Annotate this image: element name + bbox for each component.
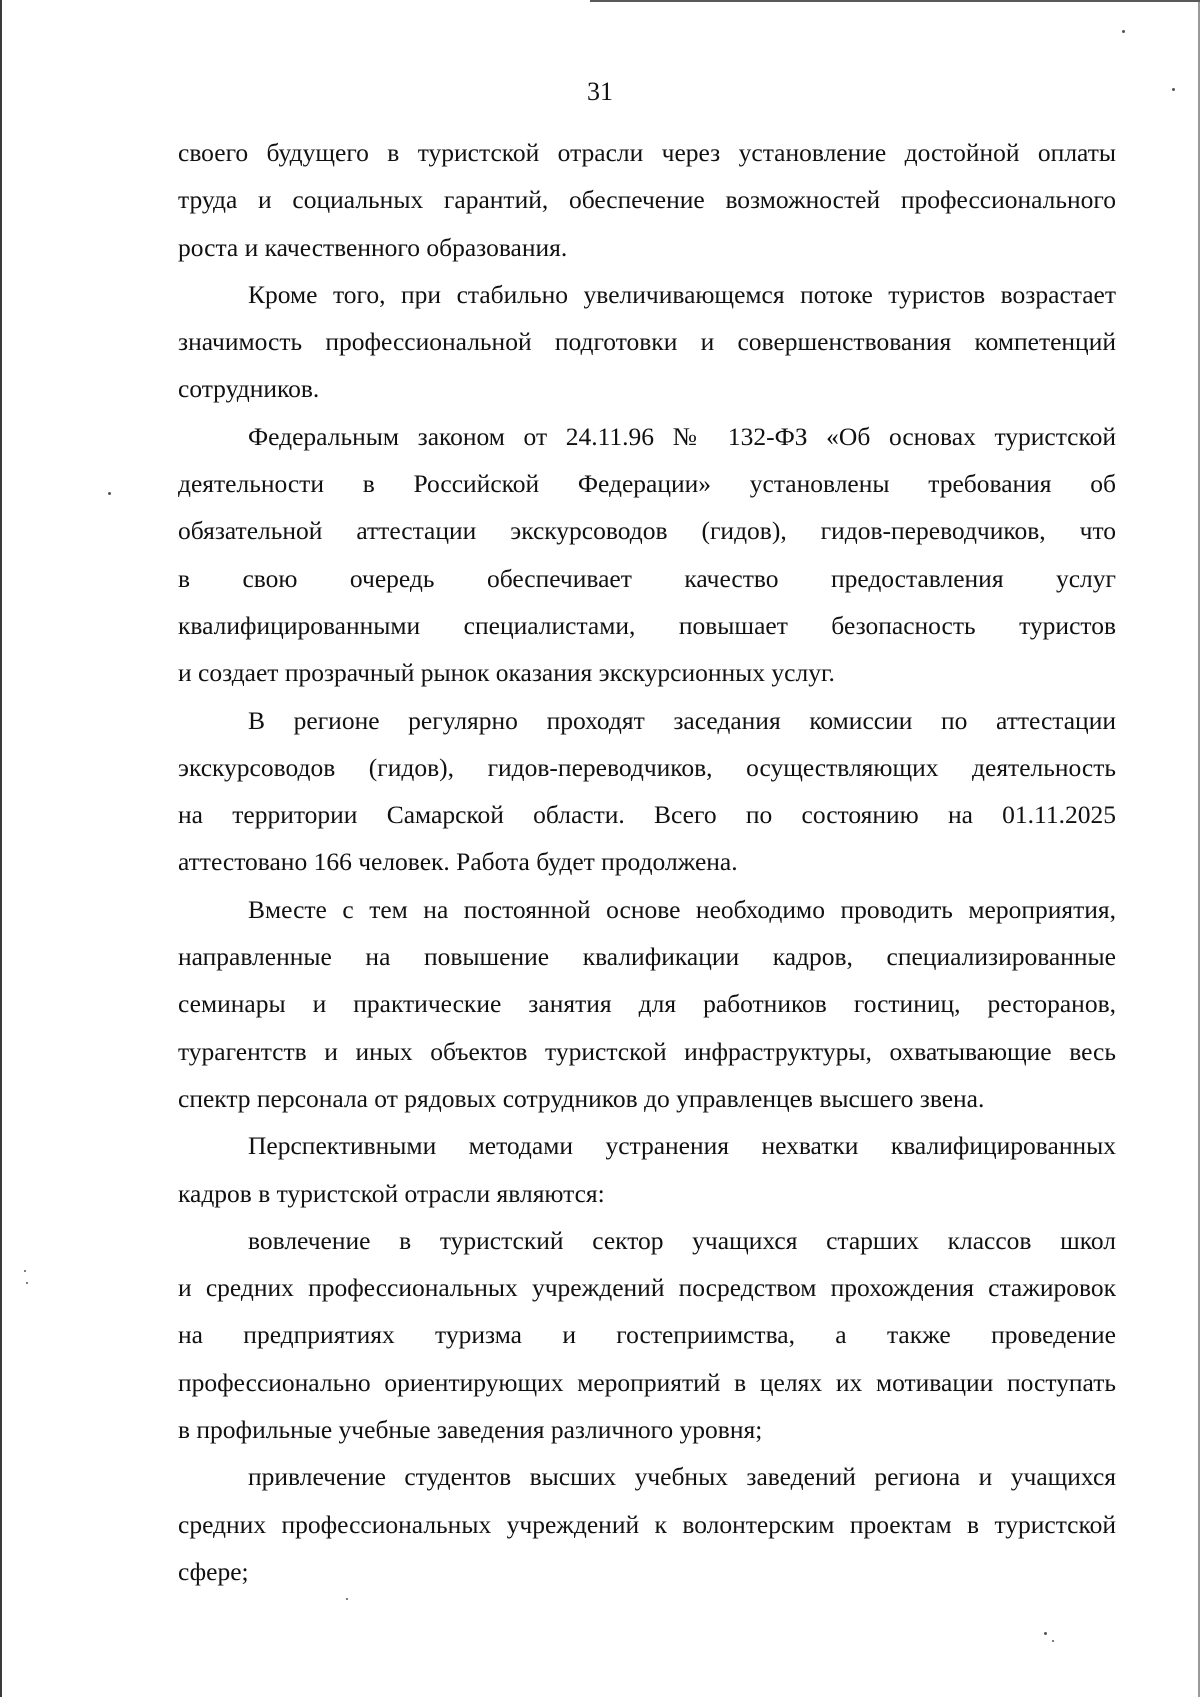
paragraph <box>178 1453 1116 1595</box>
text-line: в профильные учебные заведения различного уровня; <box>178 1415 763 1445</box>
text-line: и создает прозрачный рынок оказания экскурсионных услуг. <box>178 658 835 688</box>
text-line: деятельности в Российской Федерации» установлены требования об <box>178 469 1116 499</box>
scan-speck <box>108 492 111 495</box>
page-number: 31 <box>587 77 613 106</box>
text-line: значимость профессиональной подготовки и совершенствования компетенций <box>178 327 1116 357</box>
text-line: В регионе регулярно проходят заседания комиссии по аттестации <box>248 705 1116 735</box>
text-line: вовлечение в туристский сектор учащихся старших классов школ <box>248 1225 1116 1255</box>
text-line: спектр персонала от рядовых сотрудников до управленцев высшего звена. <box>178 1083 985 1113</box>
text-line: Кроме того, при стабильно увеличивающемся потоке туристов возрастает <box>248 279 1116 309</box>
scan-speck <box>346 1598 348 1600</box>
scan-speck <box>1122 30 1125 33</box>
text-line: роста и качественного образования. <box>178 232 568 262</box>
text-line: турагентств и иных объектов туристской инфраструктуры, охватывающие весь <box>178 1036 1116 1066</box>
text-line: сфере; <box>178 1556 249 1586</box>
paragraph <box>178 271 1116 413</box>
scan-edge-left <box>0 0 2 1697</box>
paragraph <box>178 886 1116 1122</box>
text-line: Перспективными методами устранения нехватки квалифицированных <box>248 1131 1116 1161</box>
text-line: квалифицированными специалистами, повышает безопасность туристов <box>178 610 1116 640</box>
document-body <box>178 129 1116 1595</box>
text-line: привлечение студентов высших учебных заведений региона и учащихся <box>248 1462 1116 1492</box>
scan-speck <box>1052 1640 1054 1642</box>
text-line: кадров в туристской отрасли являются: <box>178 1178 605 1208</box>
text-line: и средних профессиональных учреждений посредством прохождения стажировок <box>178 1273 1116 1303</box>
text-line: семинары и практические занятия для работников гостиниц, ресторанов, <box>178 989 1116 1019</box>
paragraph <box>178 1217 1116 1453</box>
scan-speck <box>1044 1632 1047 1635</box>
text-line: в свою очередь обеспечивает качество предоставления услуг <box>178 563 1116 593</box>
paragraph <box>178 413 1116 697</box>
scan-edge-top <box>590 0 1200 2</box>
text-line: на территории Самарской области. Всего по состоянию на 01.11.2025 <box>178 800 1116 830</box>
text-line: направленные на повышение квалификации кадров, специализированные <box>178 942 1116 972</box>
text-line: на предприятиях туризма и гостеприимства, а также проведение <box>178 1320 1116 1350</box>
scan-speck <box>26 1282 28 1284</box>
scan-speck <box>24 1270 26 1272</box>
paragraph <box>178 129 1116 271</box>
text-line: Вместе с тем на постоянной основе необходимо проводить мероприятия, <box>248 894 1116 924</box>
text-line: обязательной аттестации экскурсоводов (гидов), гидов-переводчиков, что <box>178 516 1116 546</box>
paragraph <box>178 1122 1116 1217</box>
paragraph <box>178 697 1116 886</box>
text-line: сотрудников. <box>178 374 320 404</box>
text-line: профессионально ориентирующих мероприятий в целях их мотивации поступать <box>178 1367 1116 1397</box>
text-line: экскурсоводов (гидов), гидов-переводчиков, осуществляющих деятельность <box>178 752 1116 782</box>
text-line: Федеральным законом от 24.11.96 № 132-ФЗ «Об основах туристской <box>248 421 1116 451</box>
text-line: аттестовано 166 человек. Работа будет продолжена. <box>178 847 738 877</box>
text-line: труда и социальных гарантий, обеспечение возможностей профессионального <box>178 185 1116 215</box>
text-line: средних профессиональных учреждений к волонтерским проектам в туристской <box>178 1509 1116 1539</box>
text-line: своего будущего в туристской отрасли через установление достойной оплаты <box>178 138 1116 167</box>
